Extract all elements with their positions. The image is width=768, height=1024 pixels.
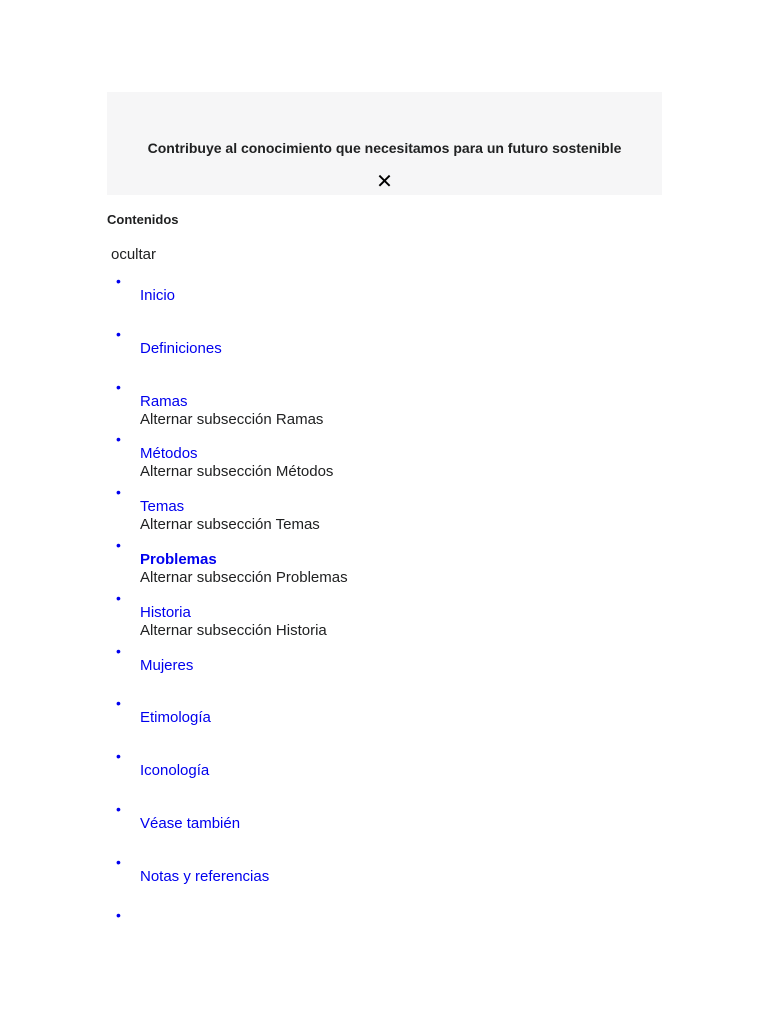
bullet-icon: • (116, 907, 121, 923)
toc-link[interactable]: Temas (140, 498, 185, 515)
toc-link[interactable]: Ramas (140, 393, 188, 410)
toc-subsection-toggle[interactable]: Alternar subsección Problemas (140, 569, 348, 586)
toc-link[interactable]: Notas y referencias (140, 868, 270, 885)
toc-title: Contenidos (107, 212, 179, 227)
toc-subsection-toggle[interactable]: Alternar subsección Temas (140, 516, 320, 533)
bullet-icon: • (116, 273, 121, 289)
toc-subsection-toggle[interactable]: Alternar subsección Ramas (140, 411, 324, 428)
bullet-icon: • (116, 695, 121, 711)
banner-message: Contribuye al conocimiento que necesitamos para un futuro sostenible (147, 140, 622, 156)
toc-link[interactable]: Inicio (140, 287, 176, 304)
toc-link[interactable]: Métodos (140, 445, 198, 462)
close-icon[interactable]: ✕ (376, 171, 393, 193)
toc-subsection-toggle[interactable]: Alternar subsección Historia (140, 622, 327, 639)
toc-link[interactable]: Problemas (140, 551, 217, 568)
toc-link[interactable]: Historia (140, 604, 191, 621)
bullet-icon: • (116, 643, 121, 659)
toc-link[interactable]: Definiciones (140, 340, 222, 357)
bullet-icon: • (116, 379, 121, 395)
bullet-icon: • (116, 590, 121, 606)
toc-link[interactable]: Véase también (140, 815, 241, 832)
toc-link[interactable]: Mujeres (140, 657, 194, 674)
bullet-icon: • (116, 537, 121, 553)
bullet-icon: • (116, 801, 121, 817)
toc-link[interactable]: Etimología (140, 709, 211, 726)
toc-hide-button[interactable]: ocultar (111, 246, 157, 263)
bullet-icon: • (116, 431, 121, 447)
toc-subsection-toggle[interactable]: Alternar subsección Métodos (140, 463, 334, 480)
bullet-icon: • (116, 326, 121, 342)
bullet-icon: • (116, 854, 121, 870)
donation-banner (107, 92, 662, 195)
bullet-icon: • (116, 748, 121, 764)
toc-link[interactable]: Iconología (140, 762, 210, 779)
bullet-icon: • (116, 484, 121, 500)
